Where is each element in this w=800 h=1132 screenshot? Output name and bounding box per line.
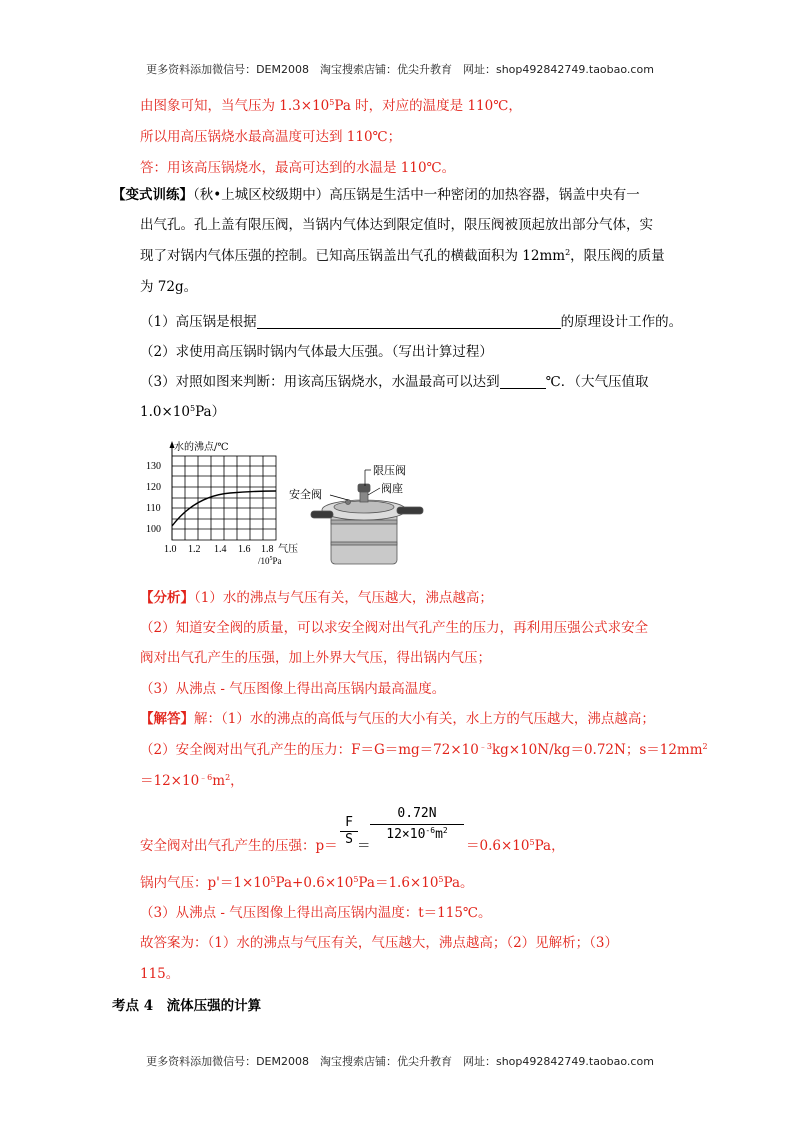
problem-line-2: 出气孔。孔上盖有限压阀，当锅内气体达到限定值时，限压阀被顶起放出部分气体，实	[140, 217, 653, 233]
x-tick-1.4: 1.4	[214, 544, 227, 555]
page-footer: 更多资料添加微信号：DEM2008 淘宝搜索店铺：优尖升教育 网址：shop492842749.taobao.com	[146, 1055, 654, 1068]
graph-ylabel: 水的沸点/℃	[174, 442, 229, 453]
question-2: （2）求使用高压锅时锅内气体最大压强。（写出计算过程）	[140, 344, 493, 360]
fraction-f-over-s	[340, 815, 358, 848]
x-tick-1.6: 1.6	[238, 544, 251, 555]
section-title: 考点 4 流体压强的计算	[112, 998, 262, 1014]
intro-line-1: 由图象可知，当气压为 $1.3\times 10^5Pa$ 时，对应的温度是 110℃，	[140, 98, 522, 114]
solution-line-5: 锅内气压：$p'=1\times 10^5Pa+0.6\times 10^5Pa=1.6\times 10^5Pa$。	[140, 875, 474, 891]
question-1: （1）高压锅是根据 的原理设计工作的。	[140, 314, 683, 330]
analysis-line-4: （3）从沸点 - 气压图像上得出高压锅内最高温度。	[140, 681, 446, 697]
page-header: 更多资料添加微信号：DEM2008 淘宝搜索店铺：优尖升教育 网址：shop492842749.taobao.com	[146, 63, 654, 76]
intro-line-2: 所以用高压锅烧水最高温度可达到 110℃；	[140, 129, 402, 145]
x-tick-1.2: 1.2	[188, 544, 201, 555]
solution-line-4-result: $=0.6\times 10^5Pa$，	[466, 838, 565, 854]
y-tick-100: 100	[146, 524, 161, 535]
x-tick-1.8: 1.8	[261, 544, 274, 555]
question-3: （3）对照如图来判断：用该高压锅烧水，水温最高可以达到 ℃．（大气压值取	[140, 374, 649, 390]
answer-blank-3[interactable]	[500, 374, 546, 389]
label-safety-valve: 安全阀	[289, 488, 322, 501]
x-tick-1.0: 1.0	[164, 544, 177, 555]
analysis-line-3: 阀对出气孔产生的压强，加上外界大气压，得出锅内气压；	[140, 650, 491, 666]
solution-line-4-prefix: 安全阀对出气孔产生的压强：p＝	[140, 838, 338, 854]
pressure-cooker-figure	[285, 460, 440, 572]
fraction-denominator-value: $12\times 10^{-6}m^2$	[386, 826, 448, 842]
problem-line-1: 【变式训练】（秋•上城区校级期中）高压锅是生活中一种密闭的加热容器，锅盖中央有一	[112, 187, 640, 203]
solution-tag: 【解答】	[140, 711, 194, 727]
y-tick-110: 110	[146, 503, 161, 514]
fraction-numerator-f: F	[345, 815, 353, 830]
solution-line-6: （3）从沸点 - 气压图像上得出高压锅内温度：t＝115℃。	[140, 905, 492, 921]
problem-line-3: 现了对锅内气体压强的控制。已知高压锅盖出气孔的横截面积为 $12mm^2$，限压阀的质量	[140, 248, 665, 264]
analysis-line-2: （2）知道安全阀的质量，可以求安全阀对出气孔产生的压力，再利用压强公式求安全	[140, 620, 649, 636]
graph-xlabel-2: $/10^5Pa$	[258, 556, 282, 566]
solution-line-1: 【解答】解：（1）水的沸点的高低与气压的大小有关，水上方的气压越大，沸点越高；	[140, 711, 655, 727]
graph-xlabel-1: 气压	[278, 544, 298, 555]
question-3-cont: $1.0\times 10^5Pa$）	[140, 404, 226, 420]
fraction-value	[370, 804, 464, 845]
problem-tag: 【变式训练】	[112, 187, 193, 203]
label-valve: 限压阀	[373, 464, 406, 477]
fraction-equals: ＝	[357, 838, 371, 854]
analysis-tag: 【分析】	[140, 590, 194, 606]
y-tick-120: 120	[146, 482, 161, 493]
solution-line-8: 115。	[140, 966, 180, 982]
boiling-point-graph	[140, 438, 298, 568]
solution-line-2: （2）安全阀对出气孔产生的压力：$F=G=mg=72\times 10^{﹣3}kg\times 10N/kg=0.72N$；$s=12mm^2$	[140, 742, 708, 758]
answer-blank-1[interactable]	[257, 314, 561, 329]
problem-line-4: 为 72g。	[140, 279, 198, 295]
solution-line-7: 故答案为：（1）水的沸点与气压有关，气压越大，沸点越高；（2）见解析；（3）	[140, 935, 619, 951]
y-tick-130: 130	[146, 461, 161, 472]
intro-line-3: 答：用该高压锅烧水，最高可达到的水温是 110℃。	[140, 160, 456, 176]
analysis-line-1: 【分析】（1）水的沸点与气压有关，气压越大，沸点越高；	[140, 590, 493, 606]
fraction-denominator-s: S	[345, 832, 353, 847]
fraction-numerator-value: 0.72N	[397, 806, 437, 821]
solution-line-3: $=12\times 10^{﹣6}m^2$，	[140, 773, 244, 789]
label-valve-seat: 阀座	[381, 482, 403, 495]
